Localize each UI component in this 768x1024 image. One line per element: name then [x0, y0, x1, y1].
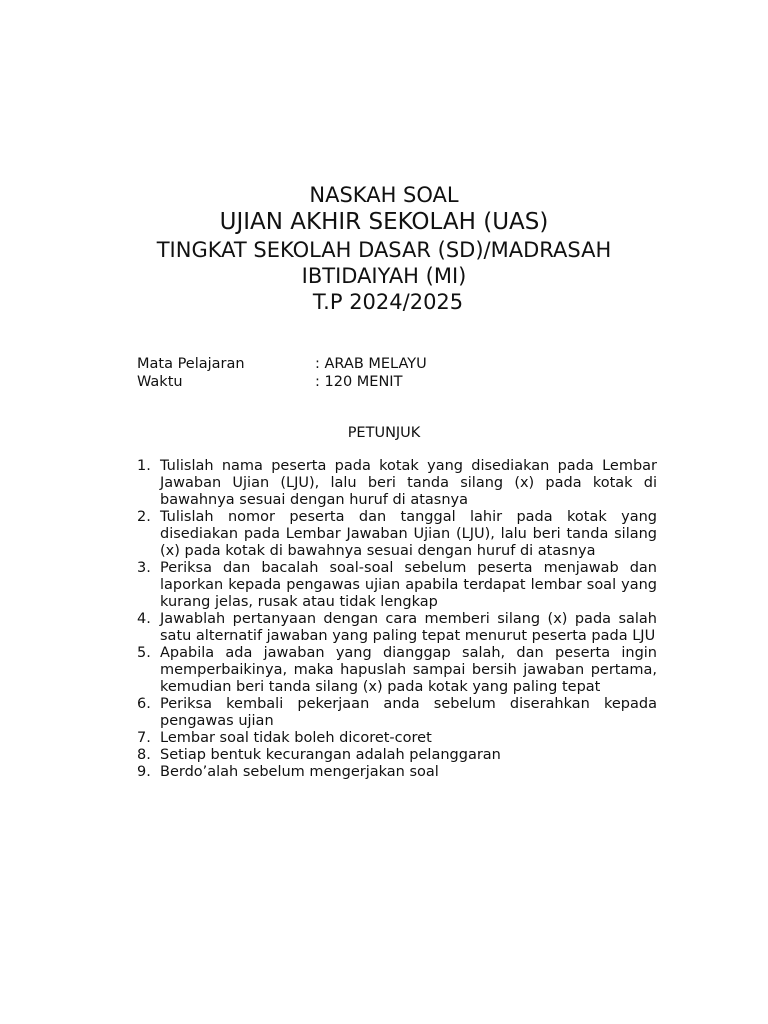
exam-info: [137, 355, 427, 391]
title-line-5: T.P 2024/2025: [312, 290, 464, 314]
item-text: Apabila ada jawaban yang dianggap salah, dan peserta ingin memperbaikinya, maka hapuslah sampai bersih jawaban pertama, kemudian beri tanda silang (x) pada kotak yang paling tepat: [160, 645, 657, 695]
item-text: Tulislah nama peserta pada kotak yang disediakan pada Lembar Jawaban Ujian (LJU), lalu beri tanda silang (x) pada kotak di bawahnya sesuai dengan huruf di atasnya: [160, 458, 657, 508]
item-number: 2.: [137, 509, 151, 525]
item-text: Berdo’alah sebelum mengerjakan soal: [160, 764, 439, 780]
title-line-3: TINGKAT SEKOLAH DASAR (SD)/MADRASAH: [156, 238, 612, 262]
instructions-list: [137, 458, 657, 781]
list-item: [137, 747, 657, 764]
item-text: Tulislah nomor peserta dan tanggal lahir pada kotak yang disediakan pada Lembar Jawaban Ujian (LJU), lalu beri tanda silang (x) pada kotak di bawahnya sesuai dengan huruf di atasnya: [160, 509, 657, 559]
item-number: 4.: [137, 611, 151, 627]
item-number: 6.: [137, 696, 151, 712]
info-label: Mata Pelajaran: [137, 356, 245, 372]
info-row-subject: [137, 355, 427, 373]
info-row-time: [137, 373, 427, 391]
item-text: Periksa dan bacalah soal-soal sebelum peserta menjawab dan laporkan kepada pengawas ujian apabila terdapat lembar soal yang kurang jelas, rusak atau tidak lengkap: [160, 560, 657, 610]
instructions-heading: PETUNJUK: [347, 425, 421, 441]
info-value: : ARAB MELAYU: [315, 356, 427, 372]
list-item: [137, 696, 657, 730]
item-number: 5.: [137, 645, 151, 661]
list-item: [137, 611, 657, 645]
list-item: [137, 560, 657, 611]
info-value: : 120 MENIT: [315, 374, 403, 390]
list-item: [137, 458, 657, 509]
item-text: Jawablah pertanyaan dengan cara memberi silang (x) pada salah satu alternatif jawaban yang paling tepat menurut peserta pada LJU: [160, 611, 657, 644]
item-text: Lembar soal tidak boleh dicoret-coret: [160, 730, 432, 746]
list-item: [137, 509, 657, 560]
item-number: 8.: [137, 747, 151, 763]
list-item: [137, 730, 657, 747]
item-number: 3.: [137, 560, 151, 576]
title-line-1: NASKAH SOAL: [309, 183, 459, 207]
title-line-4: IBTIDAIYAH (MI): [301, 264, 467, 288]
item-text: Periksa kembali pekerjaan anda sebelum diserahkan kepada pengawas ujian: [160, 696, 657, 729]
info-label: Waktu: [137, 374, 183, 390]
list-item: [137, 764, 657, 781]
item-text: Setiap bentuk kecurangan adalah pelanggaran: [160, 747, 501, 763]
item-number: 7.: [137, 730, 151, 746]
title-line-2: UJIAN AKHIR SEKOLAH (UAS): [219, 209, 549, 235]
document-title: [100, 182, 668, 315]
item-number: 1.: [137, 458, 151, 474]
item-number: 9.: [137, 764, 151, 780]
list-item: [137, 645, 657, 696]
